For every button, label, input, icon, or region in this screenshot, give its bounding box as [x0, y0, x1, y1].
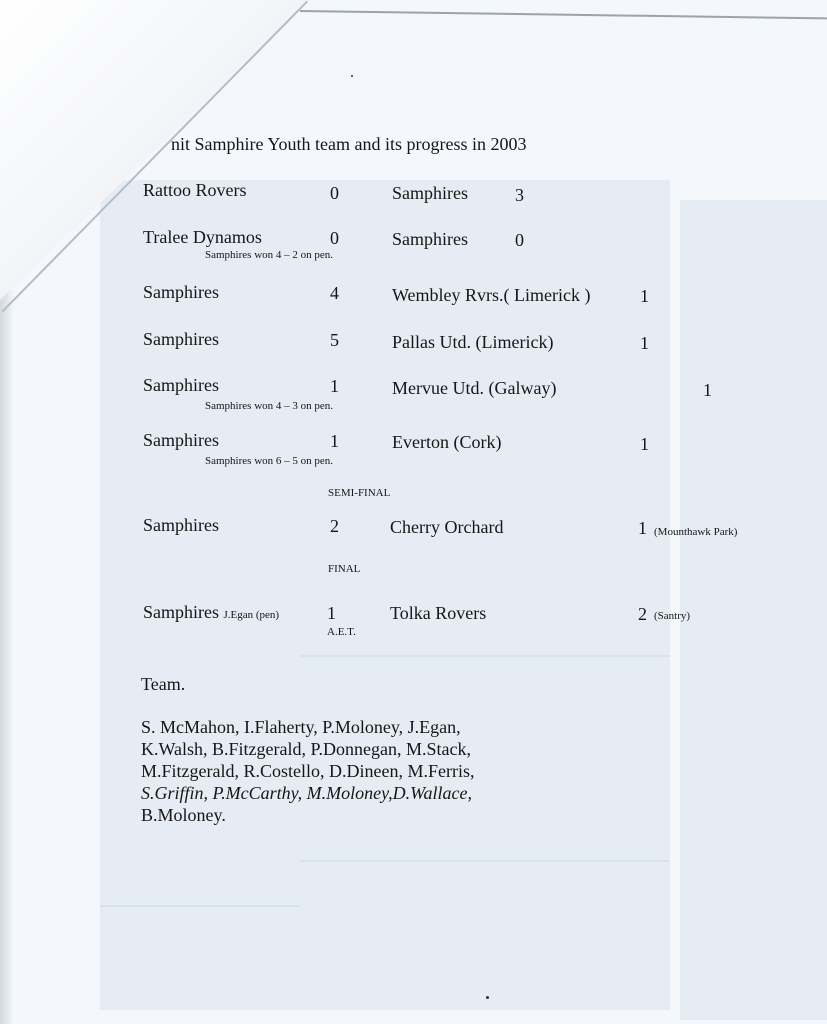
final-note: A.E.T. — [327, 626, 356, 638]
bleed-through-rule — [100, 905, 300, 907]
semi-final-label: SEMI-FINAL — [328, 487, 391, 499]
match-5-home: Samphires — [143, 375, 219, 395]
semi-final-home: Samphires — [143, 515, 219, 535]
semi-final-home-score: 2 — [330, 516, 339, 536]
match-4-home: Samphires — [143, 329, 219, 349]
match-4-home-score: 5 — [330, 330, 339, 350]
match-4-away-score: 1 — [640, 333, 649, 353]
match-6-home-score: 1 — [330, 431, 339, 451]
final-label: FINAL — [328, 563, 361, 575]
page-title: nit Samphire Youth team and its progress in 2003 — [171, 134, 527, 154]
match-5-note: Samphires won 4 – 3 on pen. — [205, 400, 334, 412]
match-6-note: Samphires won 6 – 5 on pen. — [205, 455, 334, 467]
match-5-away-score: 1 — [703, 380, 712, 400]
bleed-through-rule — [300, 655, 670, 657]
match-6-away: Everton (Cork) — [392, 432, 502, 452]
paper-top-edge — [300, 10, 827, 19]
team-roster-line: B.Moloney. — [141, 805, 226, 825]
match-1-away-score: 3 — [515, 185, 524, 205]
final-home-team: Samphires — [143, 602, 219, 622]
match-3-away-score: 1 — [640, 286, 649, 306]
fold-shadow — [0, 290, 14, 1024]
match-2-home: Tralee Dynamos — [143, 227, 262, 247]
bleed-through-rule — [300, 860, 670, 862]
match-6-away-score: 1 — [640, 434, 649, 454]
match-5-home-score: 1 — [330, 376, 339, 396]
final-away-score: 2 — [638, 604, 647, 624]
match-4-away: Pallas Utd. (Limerick) — [392, 332, 554, 352]
match-5-away: Mervue Utd. (Galway) — [392, 378, 557, 398]
team-heading: Team. — [141, 674, 186, 694]
scan-speck — [351, 75, 353, 77]
match-1-home: Rattoo Rovers — [143, 180, 247, 200]
match-3-home-score: 4 — [330, 283, 339, 303]
scan-speck — [486, 996, 489, 999]
match-6-home: Samphires — [143, 430, 219, 450]
team-roster — [141, 716, 474, 826]
semi-final-away: Cherry Orchard — [390, 517, 504, 537]
match-2-away: Samphires — [392, 229, 468, 249]
semi-final-venue: (Mounthawk Park) — [654, 526, 738, 538]
team-roster-line: S.Griffin, P.McCarthy, M.Moloney,D.Wallace, — [141, 783, 472, 803]
final-home-score: 1 — [327, 603, 336, 623]
bleed-through-column — [680, 200, 827, 1020]
final-home — [143, 602, 279, 623]
final-scorer: J.Egan (pen) — [223, 609, 280, 621]
final-away: Tolka Rovers — [390, 603, 487, 623]
team-roster-line: S. McMahon, I.Flaherty, P.Moloney, J.Egan, — [141, 717, 461, 737]
match-1-home-score: 0 — [330, 183, 339, 203]
match-1-away: Samphires — [392, 183, 468, 203]
match-2-note: Samphires won 4 – 2 on pen. — [205, 249, 334, 261]
match-2-home-score: 0 — [330, 228, 339, 248]
team-roster-line: K.Walsh, B.Fitzgerald, P.Donnegan, M.Stack, — [141, 739, 472, 759]
team-roster-line: M.Fitzgerald, R.Costello, D.Dineen, M.Ferris, — [141, 761, 475, 781]
match-2-away-score: 0 — [515, 230, 524, 250]
final-venue: (Santry) — [654, 610, 691, 622]
semi-final-away-score: 1 — [638, 518, 647, 538]
match-3-home: Samphires — [143, 282, 219, 302]
match-3-away: Wembley Rvrs.( Limerick ) — [392, 285, 591, 305]
